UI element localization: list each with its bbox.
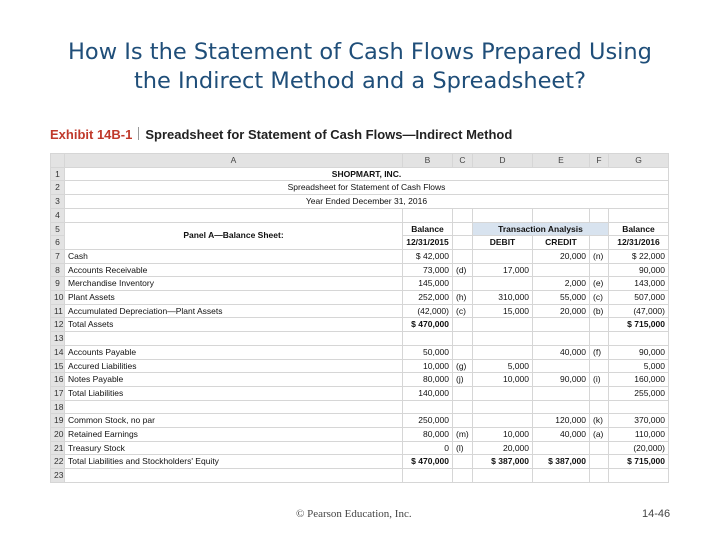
- exhibit-number: Exhibit 14B-1: [50, 127, 133, 142]
- balance-2015-cell: 0: [403, 441, 453, 455]
- ref-cell: [590, 455, 609, 469]
- credit-cell: [533, 400, 590, 414]
- row-number: 18: [51, 400, 65, 414]
- balance-2015-cell: (42,000): [403, 304, 453, 318]
- slide-title-line2: the Indirect Method and a Spreadsheet?: [133, 68, 587, 94]
- sheet-row-5: [51, 222, 669, 236]
- ref-cell: [590, 332, 609, 346]
- account-name-cell: [65, 400, 403, 414]
- row-number: 8: [51, 263, 65, 277]
- ref-cell: (d): [453, 263, 473, 277]
- balance-2015-cell: $ 470,000: [403, 318, 453, 332]
- balance-header-2016: Balance: [609, 222, 669, 236]
- balance-2015-cell: $ 42,000: [403, 249, 453, 263]
- balance-2015-cell: 73,000: [403, 263, 453, 277]
- ref-cell: [590, 441, 609, 455]
- account-name-cell: [65, 469, 403, 483]
- balance-date-2015: 12/31/2015: [403, 236, 453, 250]
- balance-header-2015: Balance: [403, 222, 453, 236]
- row-number: 7: [51, 249, 65, 263]
- credit-cell: 40,000: [533, 345, 590, 359]
- account-name-cell: Total Liabilities: [65, 386, 403, 400]
- table-row: [51, 359, 669, 373]
- credit-cell: 120,000: [533, 414, 590, 428]
- ref-cell: [590, 469, 609, 483]
- table-row: [51, 400, 669, 414]
- row-number: 11: [51, 304, 65, 318]
- account-name-cell: Merchandise Inventory: [65, 277, 403, 291]
- footer-page-number: 14-46: [642, 508, 671, 520]
- ref-cell: (l): [453, 441, 473, 455]
- debit-cell: 10,000: [473, 373, 533, 387]
- row-number: 23: [51, 469, 65, 483]
- table-row: [51, 318, 669, 332]
- debit-cell: $ 387,000: [473, 455, 533, 469]
- balance-2016-cell: 160,000: [609, 373, 669, 387]
- balance-2016-cell: (47,000): [609, 304, 669, 318]
- table-row: [51, 469, 669, 483]
- debit-cell: [473, 332, 533, 346]
- debit-cell: [473, 386, 533, 400]
- balance-2016-cell: [609, 469, 669, 483]
- ref-cell: [453, 345, 473, 359]
- debit-cell: 15,000: [473, 304, 533, 318]
- column-header-b: B: [403, 154, 453, 168]
- table-row: [51, 386, 669, 400]
- row-number: 6: [51, 236, 65, 250]
- ref-cell: [453, 249, 473, 263]
- account-name-cell: Accounts Payable: [65, 345, 403, 359]
- spreadsheet: [50, 153, 668, 483]
- table-row: [51, 304, 669, 318]
- ref-cell: (n): [590, 249, 609, 263]
- panel-label: Panel A—Balance Sheet:: [65, 222, 403, 249]
- column-header-g: G: [609, 154, 669, 168]
- credit-cell: [533, 332, 590, 346]
- sheet-row-1: [51, 167, 669, 181]
- sheet-subtitle: Spreadsheet for Statement of Cash Flows: [65, 181, 669, 195]
- ref-cell: [590, 386, 609, 400]
- account-name-cell: Accounts Receivable: [65, 263, 403, 277]
- balance-2016-cell: $ 22,000: [609, 249, 669, 263]
- debit-cell: [473, 345, 533, 359]
- row-number: 4: [51, 208, 65, 222]
- balance-2015-cell: [403, 400, 453, 414]
- balance-2015-cell: [403, 332, 453, 346]
- balance-2016-cell: 370,000: [609, 414, 669, 428]
- ref-cell: (a): [590, 428, 609, 442]
- ref-cell: [590, 400, 609, 414]
- account-name-cell: Accumulated Depreciation—Plant Assets: [65, 304, 403, 318]
- debit-cell: [473, 469, 533, 483]
- footer-source: © Pearson Education, Inc.: [296, 508, 412, 520]
- balance-2016-cell: $ 715,000: [609, 455, 669, 469]
- credit-cell: 90,000: [533, 373, 590, 387]
- ref-cell: (f): [590, 345, 609, 359]
- balance-2015-cell: 250,000: [403, 414, 453, 428]
- account-name-cell: Total Liabilities and Stockholders' Equity: [65, 455, 403, 469]
- account-name-cell: Plant Assets: [65, 291, 403, 305]
- balance-2015-cell: 145,000: [403, 277, 453, 291]
- row-number: 22: [51, 455, 65, 469]
- ref-cell: (i): [590, 373, 609, 387]
- balance-2016-cell: 90,000: [609, 263, 669, 277]
- ref-cell: [453, 277, 473, 291]
- row-number: 2: [51, 181, 65, 195]
- ref-cell: [453, 400, 473, 414]
- ref-cell: (m): [453, 428, 473, 442]
- debit-cell: 17,000: [473, 263, 533, 277]
- slide-title: [30, 38, 690, 96]
- table-row: [51, 441, 669, 455]
- ref-cell: [453, 469, 473, 483]
- debit-header: DEBIT: [473, 236, 533, 250]
- company-name: SHOPMART, INC.: [65, 167, 669, 181]
- balance-2016-cell: [609, 332, 669, 346]
- balance-2016-cell: 143,000: [609, 277, 669, 291]
- row-number: 10: [51, 291, 65, 305]
- balance-2016-cell: 255,000: [609, 386, 669, 400]
- ref-cell: [453, 318, 473, 332]
- row-number: 3: [51, 195, 65, 209]
- table-row: [51, 373, 669, 387]
- column-header-d: D: [473, 154, 533, 168]
- credit-cell: [533, 263, 590, 277]
- exhibit-header: [50, 126, 670, 146]
- balance-2015-cell: 140,000: [403, 386, 453, 400]
- debit-cell: 20,000: [473, 441, 533, 455]
- row-number: 14: [51, 345, 65, 359]
- table-row: [51, 263, 669, 277]
- row-number: 13: [51, 332, 65, 346]
- account-name-cell: Treasury Stock: [65, 441, 403, 455]
- balance-date-2016: 12/31/2016: [609, 236, 669, 250]
- ref-cell: [453, 332, 473, 346]
- account-name-cell: Accured Liabilities: [65, 359, 403, 373]
- credit-cell: [533, 386, 590, 400]
- ref-cell: (g): [453, 359, 473, 373]
- column-header-a: A: [65, 154, 403, 168]
- ref-cell: [590, 359, 609, 373]
- row-number: 21: [51, 441, 65, 455]
- ref-cell: [453, 386, 473, 400]
- sheet-row-3: [51, 195, 669, 209]
- account-name-cell: Common Stock, no par: [65, 414, 403, 428]
- row-number: 16: [51, 373, 65, 387]
- balance-2015-cell: 50,000: [403, 345, 453, 359]
- table-row: [51, 332, 669, 346]
- balance-2016-cell: 5,000: [609, 359, 669, 373]
- column-header-e: E: [533, 154, 590, 168]
- credit-cell: [533, 469, 590, 483]
- ref-cell: (h): [453, 291, 473, 305]
- account-name-cell: Total Assets: [65, 318, 403, 332]
- sheet-period: Year Ended December 31, 2016: [65, 195, 669, 209]
- debit-cell: [473, 400, 533, 414]
- credit-cell: 20,000: [533, 304, 590, 318]
- row-number: 17: [51, 386, 65, 400]
- balance-2016-cell: 110,000: [609, 428, 669, 442]
- ref-cell: [453, 414, 473, 428]
- ref-cell: (e): [590, 277, 609, 291]
- table-row: [51, 414, 669, 428]
- table-row: [51, 291, 669, 305]
- ref-cell: (j): [453, 373, 473, 387]
- row-number: 12: [51, 318, 65, 332]
- ref-cell: (c): [453, 304, 473, 318]
- credit-cell: [533, 318, 590, 332]
- debit-cell: 5,000: [473, 359, 533, 373]
- row-number: 1: [51, 167, 65, 181]
- credit-cell: 2,000: [533, 277, 590, 291]
- ref-cell: [590, 263, 609, 277]
- slide-title-line1: How Is the Statement of Cash Flows Prepared Using: [68, 39, 652, 65]
- balance-2016-cell: [609, 400, 669, 414]
- table-row: [51, 428, 669, 442]
- balance-2016-cell: 507,000: [609, 291, 669, 305]
- balance-2015-cell: 252,000: [403, 291, 453, 305]
- sheet-row-2: [51, 181, 669, 195]
- account-name-cell: Retained Earnings: [65, 428, 403, 442]
- account-name-cell: Cash: [65, 249, 403, 263]
- column-header-row: [51, 154, 669, 168]
- debit-cell: [473, 277, 533, 291]
- debit-cell: 10,000: [473, 428, 533, 442]
- ref-cell: (b): [590, 304, 609, 318]
- debit-cell: 310,000: [473, 291, 533, 305]
- debit-cell: [473, 414, 533, 428]
- credit-cell: 55,000: [533, 291, 590, 305]
- debit-cell: [473, 318, 533, 332]
- ref-cell: (c): [590, 291, 609, 305]
- balance-2015-cell: 80,000: [403, 373, 453, 387]
- ref-cell: (k): [590, 414, 609, 428]
- balance-2016-cell: 90,000: [609, 345, 669, 359]
- column-header-f: F: [590, 154, 609, 168]
- credit-cell: [533, 441, 590, 455]
- balance-2015-cell: $ 470,000: [403, 455, 453, 469]
- balance-2015-cell: 80,000: [403, 428, 453, 442]
- balance-2015-cell: 10,000: [403, 359, 453, 373]
- table-row: [51, 249, 669, 263]
- table-row: [51, 277, 669, 291]
- ref-cell: [453, 455, 473, 469]
- exhibit-divider: [138, 127, 139, 140]
- credit-cell: 20,000: [533, 249, 590, 263]
- row-number: 9: [51, 277, 65, 291]
- ref-cell: [590, 318, 609, 332]
- account-name-cell: [65, 332, 403, 346]
- column-header-c: C: [453, 154, 473, 168]
- spreadsheet-table: [50, 153, 669, 483]
- row-number: 15: [51, 359, 65, 373]
- row-number: 5: [51, 222, 65, 236]
- balance-2016-cell: (20,000): [609, 441, 669, 455]
- table-row: [51, 455, 669, 469]
- credit-cell: 40,000: [533, 428, 590, 442]
- credit-cell: [533, 359, 590, 373]
- debit-cell: [473, 249, 533, 263]
- corner-cell: [51, 154, 65, 168]
- exhibit-title: Spreadsheet for Statement of Cash Flows—Indirect Method: [145, 127, 513, 142]
- account-name-cell: Notes Payable: [65, 373, 403, 387]
- credit-cell: $ 387,000: [533, 455, 590, 469]
- transaction-analysis-header: Transaction Analysis: [473, 222, 609, 236]
- row-number: 19: [51, 414, 65, 428]
- balance-2015-cell: [403, 469, 453, 483]
- table-row: [51, 345, 669, 359]
- row-number: 20: [51, 428, 65, 442]
- sheet-row-4: [51, 208, 669, 222]
- credit-header: CREDIT: [533, 236, 590, 250]
- balance-2016-cell: $ 715,000: [609, 318, 669, 332]
